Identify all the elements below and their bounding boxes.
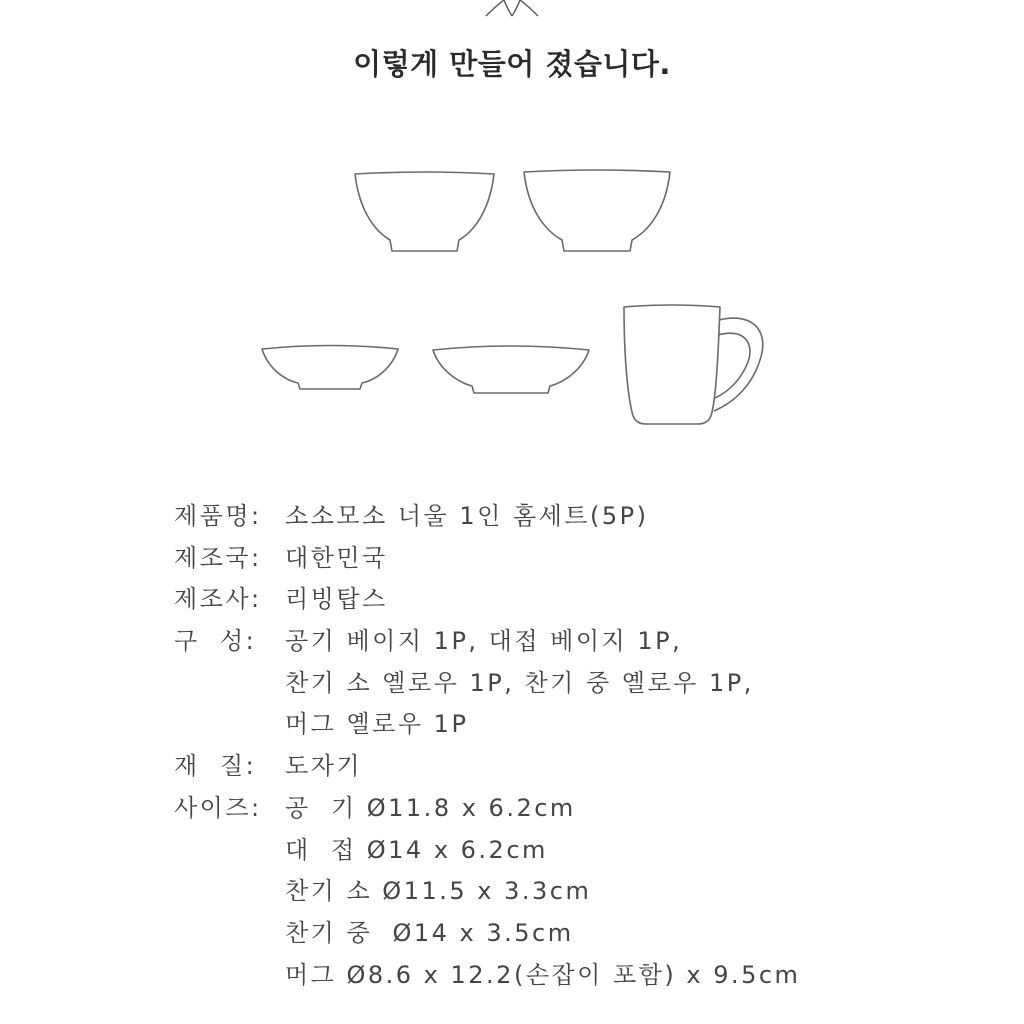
spec-row-composition: [174, 621, 800, 746]
spec-value-line: 공 기 Ø11.8 x 6.2cm: [285, 793, 576, 822]
spec-value-line: 찬기 소 옐로우 1P, 찬기 중 옐로우 1P,: [285, 668, 754, 697]
side-dish-medium-icon: [433, 346, 589, 393]
spec-value-line: 머그 Ø8.6 x 12.2(손잡이 포함) x 9.5cm: [285, 960, 801, 989]
spec-label: 재 질:: [174, 752, 257, 781]
spec-label: 사이즈:: [174, 793, 262, 822]
spec-row-name: [174, 496, 800, 538]
spec-value: 도자기: [285, 752, 363, 781]
spec-value: 대한민국: [285, 543, 388, 572]
product-specs: [174, 496, 800, 996]
spec-label: 제조사:: [174, 585, 262, 614]
page-title: 이렇게 만들어 졌습니다.: [353, 47, 671, 81]
spec-label: 구 성:: [174, 627, 257, 656]
spec-label: 제품명:: [174, 502, 262, 530]
large-bowl-icon: [524, 170, 670, 251]
spec-row-maker: [174, 579, 800, 621]
spec-value-line: 머그 옐로우 1P: [285, 710, 469, 739]
mug-icon: [624, 305, 763, 424]
spec-value-line: 찬기 중 Ø14 x 3.5cm: [285, 918, 574, 947]
spec-value: 리빙탑스: [285, 585, 388, 614]
spec-value-line: 찬기 소 Ø11.5 x 3.3cm: [285, 877, 592, 906]
spec-row-size: [174, 788, 800, 996]
side-dish-small-icon: [262, 346, 398, 390]
spec-row-country: [174, 538, 800, 580]
spec-value: 소소모소 너울 1인 홈세트(5P): [285, 502, 649, 530]
spec-label: 제조국:: [174, 543, 262, 572]
rice-bowl-icon: [355, 172, 494, 251]
spec-row-material: [174, 746, 800, 788]
spec-value-line: 공기 베이지 1P, 대접 베이지 1P,: [285, 627, 683, 656]
product-illustrations: [0, 0, 1024, 460]
spec-value-line: 대 접 Ø14 x 6.2cm: [285, 835, 548, 864]
